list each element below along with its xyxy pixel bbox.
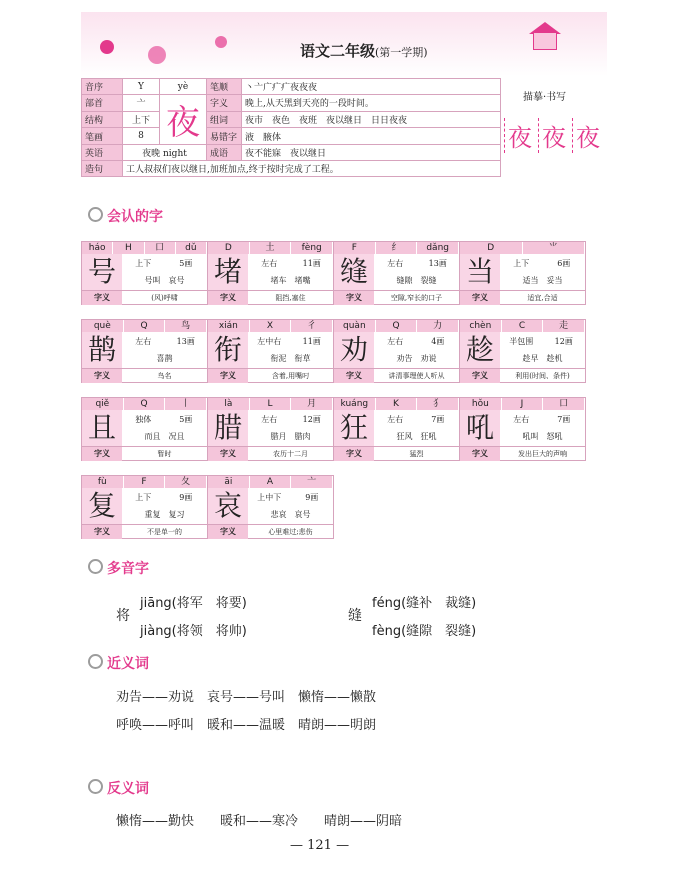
pinyin-cell: xián [208,320,250,332]
pinyin-row [334,242,459,254]
pinyin-cell: 口 [543,398,585,410]
card-meaning: 字义 (风)呼啸 [82,290,207,305]
magnifier-icon [88,207,103,222]
character-card [207,397,334,461]
copy-character: 夜 [538,118,569,153]
character-card [81,241,208,305]
antonym-line: 懒惰——勤快 暖和——寒冷 晴朗——阴暗 [116,814,403,829]
pinyin-row [82,320,207,332]
pinyin-cell: là [208,398,250,410]
magnifier-icon [88,559,103,574]
card-info: 左右 7画 狂风 狂吼 [387,414,445,441]
flower-decoration [148,46,166,64]
card-info: 左右 11画 堵车 堵嘴 [261,258,321,285]
pinyin-cell: 走 [543,320,585,332]
pinyin-cell: J [502,398,544,410]
pinyin-row [460,242,585,254]
synonym-line: 呼唤——呼叫 暖和——温暖 晴朗——明朗 [116,718,377,733]
pinyin-cell: ⺌ [523,242,586,254]
pinyin-cell: 月 [291,398,333,410]
card-meaning: 字义 猛烈 [334,446,459,461]
card-character: 劝 [334,332,374,368]
card-meaning: 字义 适宜,合适 [460,290,585,305]
character-card [333,241,460,305]
pinyin-cell: 鸟 [165,320,207,332]
character-card [459,397,586,461]
card-info: 左右 13画 喜鹊 [135,336,195,363]
section-heading-recognize: 会认的字 [88,206,163,226]
pinyin-cell: chèn [460,320,502,332]
polyphone-reading: féng(缝补 裁缝) [372,596,477,611]
main-character: 夜 [160,95,207,145]
pinyin-cell: 纟 [376,242,418,254]
card-meaning: 字义 心里难过;悲伤 [208,524,333,539]
card-character: 衔 [208,332,248,368]
character-card [459,319,586,383]
card-info: 独体 5画 而且 况且 [135,414,193,441]
card-info: 上下 6画 适当 妥当 [513,258,571,285]
pinyin-row [208,476,333,488]
pinyin-cell: 犭 [417,398,459,410]
character-card [81,319,208,383]
card-info: 上中下 9画 悲哀 哀号 [257,492,319,519]
synonym-line: 劝告——劝说 哀号——号叫 懒惰——懒散 [116,690,377,705]
pinyin-cell: āi [208,476,250,488]
pinyin-cell: L [250,398,292,410]
character-card [207,241,334,305]
character-card [81,475,208,539]
polyphone-char-2: 缝 [348,608,362,624]
card-info: 左右 12画 腊月 腊肉 [261,414,321,441]
card-character: 哀 [208,488,248,524]
flower-decoration [100,40,114,54]
pinyin-cell: quàn [334,320,376,332]
page-number: — 121 — [290,838,350,853]
pinyin-row [334,398,459,410]
card-meaning: 字义 农历十二月 [208,446,333,461]
pinyin-row [460,320,585,332]
pinyin-row [82,476,207,488]
pinyin-cell: dǎng [417,242,459,254]
polyphone-reading: fèng(缝隙 裂缝) [372,624,477,639]
character-card [81,397,208,461]
pinyin-row [82,242,207,254]
pinyin-cell: 亠 [291,476,333,488]
card-info: 上下 5画 号叫 哀号 [135,258,193,285]
pinyin-cell: què [82,320,124,332]
card-meaning: 字义 讲清事理使人听从 [334,368,459,383]
magnifier-icon [88,654,103,669]
pinyin-row [208,398,333,410]
pinyin-cell: X [250,320,292,332]
pinyin-cell: kuáng [334,398,376,410]
card-character: 复 [82,488,122,524]
polyphone-reading: jiāng(将军 将要) [140,596,247,611]
pinyin-row [208,320,333,332]
section-heading-synonyms: 近义词 [88,653,149,673]
card-meaning: 字义 空隙,窄长的口子 [334,290,459,305]
polyphone-reading: jiàng(将领 将帅) [140,624,247,639]
card-character: 趁 [460,332,500,368]
card-character: 吼 [460,410,500,446]
section-heading-polyphone: 多音字 [88,558,149,578]
character-dictionary-table: 音序 Y yè 笔顺 丶亠广疒疒夜夜夜 部首 亠 夜 字义 晚上,从天黑到天亮的一段时间。 结构 上下 组词 夜市 夜色 夜班 夜以继日 日日夜夜 笔画 8 易错字 液 腋体 英语 夜晚 night 成语 夜不能寐 夜以继日 造句 工人叔叔们夜以继日,加班加点,终于按时完成了工程。 [81,78,607,177]
card-meaning: 字义 鸟名 [82,368,207,383]
card-info: 左中右 11画 衔泥 衔草 [257,336,321,363]
pinyin-cell: C [502,320,544,332]
pinyin-cell: 口 [145,242,176,254]
character-card [207,319,334,383]
pinyin-cell: Q [376,320,418,332]
pinyin-cell: 力 [417,320,459,332]
card-meaning: 字义 阻挡,塞住 [208,290,333,305]
copy-practice-label: 描摹·书写 [523,92,567,103]
card-info: 上下 9画 重复 复习 [135,492,193,519]
pinyin-row [208,242,333,254]
pinyin-cell: 丨 [165,398,207,410]
pinyin-cell: Q [124,320,166,332]
card-character: 且 [82,410,122,446]
card-character: 当 [460,254,500,290]
card-meaning: 字义 暂时 [82,446,207,461]
pinyin-cell: 夂 [165,476,207,488]
flower-decoration [215,36,227,48]
pinyin-row [460,398,585,410]
copy-character: 夜 [504,118,535,153]
pinyin-row [334,320,459,332]
card-meaning: 字义 不是单一的 [82,524,207,539]
card-info: 左右 7画 吼叫 怒吼 [513,414,571,441]
pinyin-cell: 土 [250,242,292,254]
card-character: 鹊 [82,332,122,368]
card-meaning: 字义 发出巨大的声响 [460,446,585,461]
pinyin-cell: 彳 [291,320,333,332]
character-card [459,241,586,305]
pinyin-cell: qiě [82,398,124,410]
card-character: 腊 [208,410,248,446]
pinyin-cell: D [208,242,250,254]
polyphone-char-1: 将 [116,608,130,624]
copy-character: 夜 [572,118,603,153]
pinyin-cell: F [334,242,376,254]
pinyin-cell: hǒu [460,398,502,410]
card-info: 半包围 12画 趁早 趁机 [509,336,573,363]
pinyin-cell: K [376,398,418,410]
pinyin-cell: A [250,476,292,488]
pinyin-row [82,398,207,410]
card-info: 左右 4画 劝告 劝说 [387,336,445,363]
section-heading-antonyms: 反义词 [88,778,149,798]
card-character: 号 [82,254,122,290]
card-character: 缝 [334,254,374,290]
character-card [207,475,334,539]
card-info: 左右 13画 缝隙 裂缝 [387,258,447,285]
pinyin-cell: háo [82,242,113,254]
character-card [333,397,460,461]
pinyin-cell: dǔ [176,242,207,254]
character-card [333,319,460,383]
pinyin-cell: fù [82,476,124,488]
pinyin-cell: fèng [291,242,333,254]
pinyin-cell: D [460,242,523,254]
house-decoration [533,32,557,50]
magnifier-icon [88,779,103,794]
card-meaning: 字义 利用(时间、条件) [460,368,585,383]
pinyin-cell: F [124,476,166,488]
card-character: 堵 [208,254,248,290]
page-title: 语文二年级(第一学期) [300,42,428,60]
pinyin-cell: H [113,242,144,254]
card-character: 狂 [334,410,374,446]
card-meaning: 字义 含着,用嘴叼 [208,368,333,383]
pinyin-cell: Q [124,398,166,410]
